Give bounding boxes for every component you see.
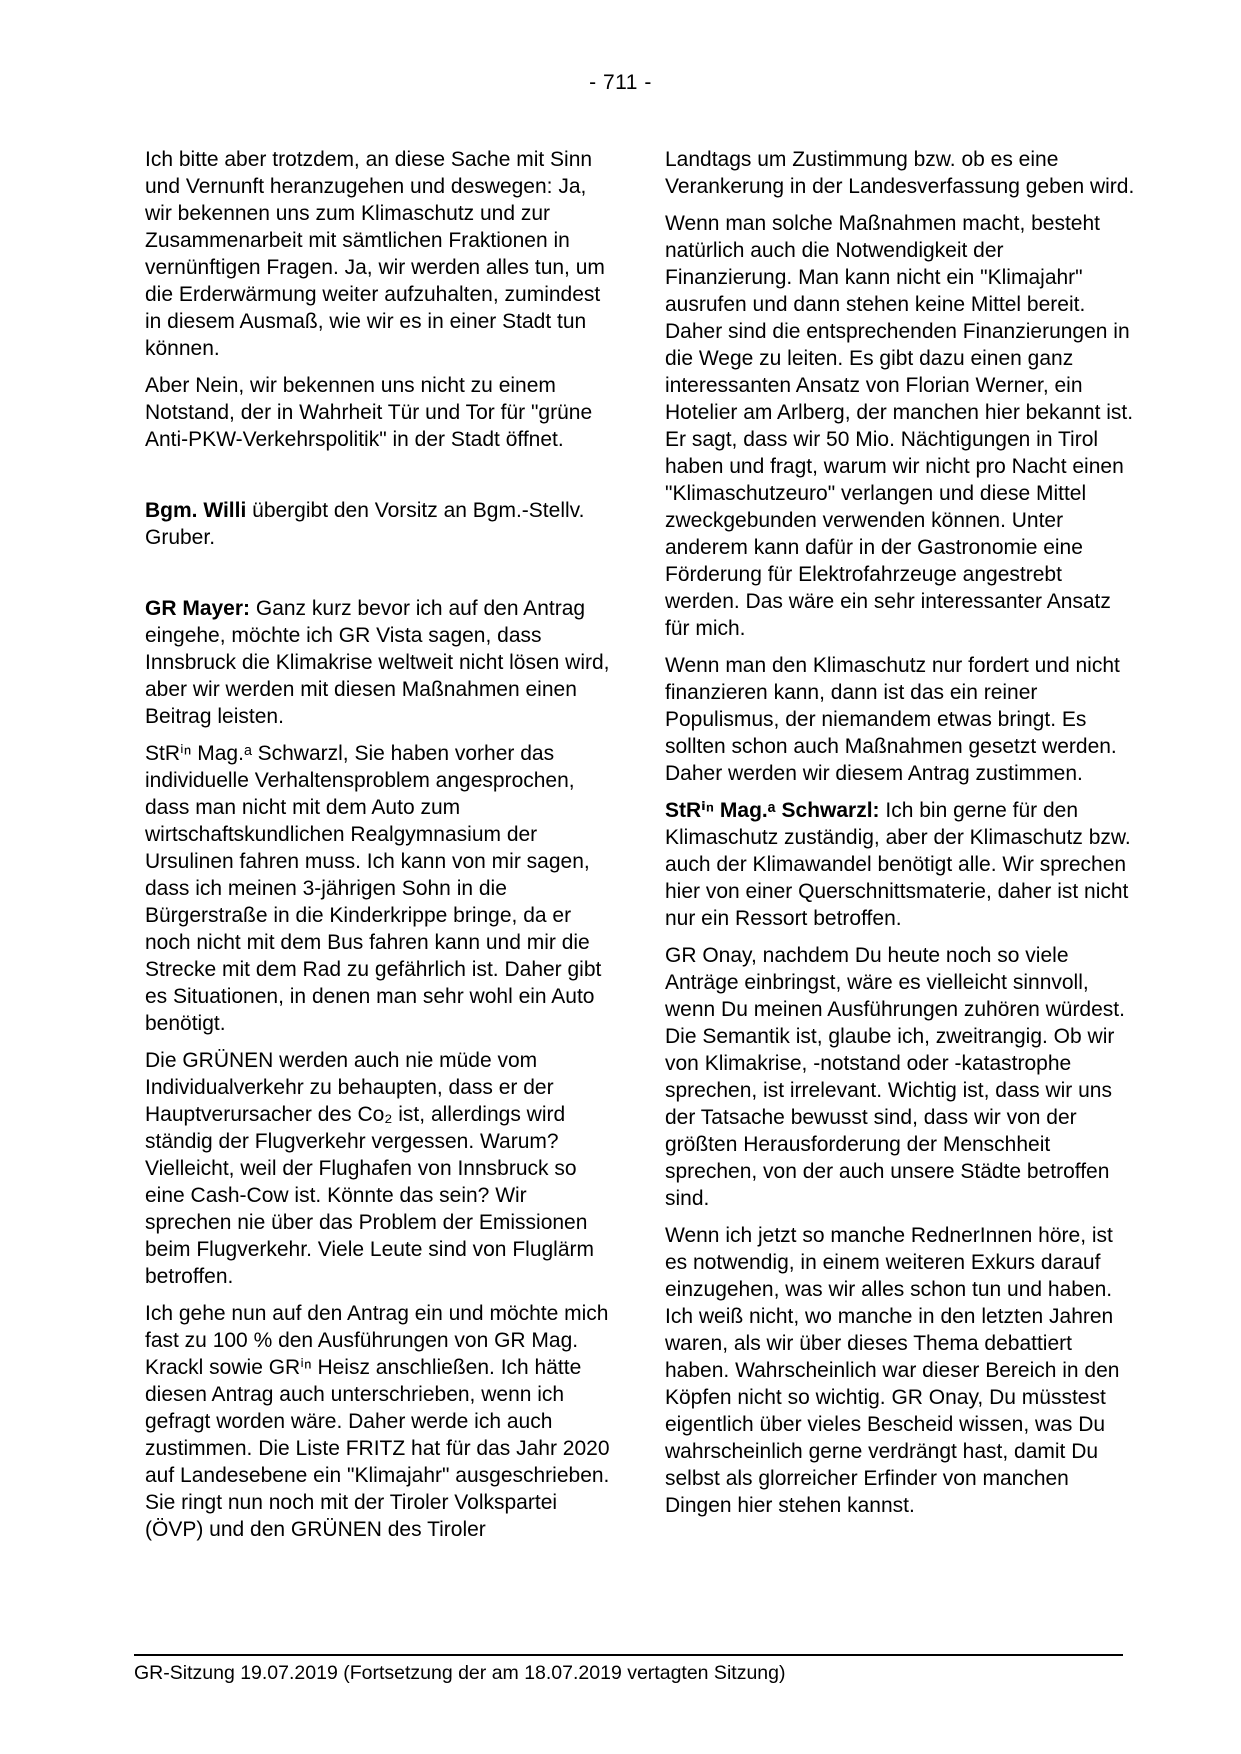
paragraph-text: GR Onay, nachdem Du heute noch so viele Anträge einbringst, wäre es vielleicht sinnvoll, wenn Du meinen Ausführungen zuhören würdest. Die Semantik ist, glaube ich, zweitrangig. Ob wir von Klimakrise, -notstand oder -katastrophe sprechen, ist irrelevant. Wichtig ist, dass wir uns der Tatsache bewusst sind, dass wir von der größten Herausforderung der Menschheit sprechen, von der auch unsere Städte betroffen sind. [665, 944, 1125, 1210]
paragraph [665, 146, 1135, 200]
paragraph-text: Ich bitte aber trotzdem, an diese Sache mit Sinn und Vernunft heranzugehen und deswegen: Ja, wir bekennen uns zum Klimaschutz und zur Zusammenarbeit mit sämtlichen Fraktionen in vernünftigen Fragen. Ja, wir werden alles tun, um die Erderwärmung weiter aufzuhalten, zumindest in diesem Ausmaß, wie wir es in einer Stadt tun können. [145, 148, 605, 360]
paragraph-text: Landtags um Zustimmung bzw. ob es eine Verankerung in der Landesverfassung geben wird. [665, 148, 1135, 198]
paragraph [145, 1300, 615, 1543]
paragraph [665, 942, 1135, 1212]
speaker-name: GR Mayer: [145, 597, 251, 620]
paragraph [145, 740, 615, 1037]
paragraph-text: Aber Nein, wir bekennen uns nicht zu einem Notstand, der in Wahrheit Tür und Tor für "grüne Anti-PKW-Verkehrspolitik" in der Stadt öffnet. [145, 374, 593, 451]
paragraph [145, 146, 615, 362]
footer-divider [134, 1654, 1123, 1656]
paragraph-text: Ganz kurz bevor ich auf den Antrag eingehe, möchte ich GR Vista sagen, dass Innsbruck die Klimakrise weltweit nicht lösen wird, aber wir werden mit diesen Maßnahmen einen Beitrag leisten. [145, 597, 610, 728]
column-right [665, 146, 1135, 1543]
paragraph-text: Wenn ich jetzt so manche RednerInnen höre, ist es notwendig, in einem weiteren Exkurs darauf einzugehen, was wir alles schon tun und haben. Ich weiß nicht, wo manche in den letzten Jahren waren, als wir über dieses Thema debattiert haben. Wahrscheinlich war dieser Bereich in den Köpfen nicht so wichtig. GR Onay, Du müsstest eigentlich über vieles Bescheid wissen, was Du wahrscheinlich gerne verdrängt hast, damit Du selbst als glorreicher Erfinder von manchen Dingen hier stehen kannst. [665, 1224, 1120, 1517]
paragraph-text: Wenn man den Klimaschutz nur fordert und nicht finanzieren kann, dann ist das ein reiner Populismus, der niemandem etwas bringt. Es sollten schon auch Maßnahmen gesetzt werden. Daher werden wir diesem Antrag zustimmen. [665, 654, 1120, 785]
column-left [145, 146, 615, 1543]
paragraph [145, 372, 615, 453]
paragraph-text: StRⁱⁿ Mag.ᵃ Schwarzl, Sie haben vorher das individuelle Verhaltensproblem angesprochen, dass man nicht mit dem Auto zum wirtschaftskundlichen Realgymnasium der Ursulinen fahren muss. Ich kann von mir sagen, dass ich meinen 3-jährigen Sohn in die Bürgerstraße in die Kinderkrippe bringe, da er noch nicht mit dem Bus fahren kann und mir die Strecke mit dem Rad zu gefährlich ist. Daher gibt es Situationen, in denen man sehr wohl ein Auto benötigt. [145, 742, 602, 1035]
footer-text: GR-Sitzung 19.07.2019 (Fortsetzung der am 18.07.2019 vertagten Sitzung) [134, 1662, 786, 1684]
paragraph [145, 497, 615, 551]
paragraph [145, 595, 615, 730]
paragraph-text: Ich gehe nun auf den Antrag ein und möchte mich fast zu 100 % den Ausführungen von GR Mag. Krackl sowie GRⁱⁿ Heisz anschließen. Ich hätte diesen Antrag auch unterschrieben, wenn ich gefragt worden wäre. Daher werde ich auch zustimmen. Die Liste FRITZ hat für das Jahr 2020 auf Landesebene ein "Klimajahr" ausgeschrieben. Sie ringt nun noch mit der Tiroler Volkspartei (ÖVP) und den GRÜNEN des Tiroler [145, 1302, 610, 1541]
paragraph [665, 652, 1135, 787]
paragraph [665, 797, 1135, 932]
paragraph-text: Die GRÜNEN werden auch nie müde vom Individualverkehr zu behaupten, dass er der Hauptverursacher des Co₂ ist, allerdings wird ständig der Flugverkehr vergessen. Warum? Vielleicht, weil der Flughafen von Innsbruck so eine Cash-Cow ist. Könnte das sein? Wir sprechen nie über das Problem der Emissionen beim Flugverkehr. Viele Leute sind von Fluglärm betroffen. [145, 1049, 595, 1288]
speaker-name: StRⁱⁿ Mag.ᵃ Schwarzl: [665, 799, 880, 822]
paragraph [665, 210, 1135, 642]
page-number: - 711 - [589, 71, 652, 94]
speaker-name: Bgm. Willi [145, 499, 247, 522]
paragraph [145, 1047, 615, 1290]
paragraph [665, 1222, 1135, 1519]
paragraph-text: übergibt den Vorsitz an Bgm.-Stellv. Gruber. [145, 499, 585, 549]
text-columns [145, 146, 1135, 1543]
paragraph-text: Ich bin gerne für den Klimaschutz zuständig, aber der Klimaschutz bzw. auch der Klimawandel benötigt alle. Wir sprechen hier von einer Querschnittsmaterie, daher ist nicht nur ein Ressort betroffen. [665, 799, 1131, 930]
paragraph-text: Wenn man solche Maßnahmen macht, besteht natürlich auch die Notwendigkeit der Finanzierung. Man kann nicht ein "Klimajahr" ausrufen und dann stehen keine Mittel bereit. Daher sind die entsprechenden Finanzierungen in die Wege zu leiten. Es gibt dazu einen ganz interessanten Ansatz von Florian Werner, ein Hotelier am Arlberg, der manchen hier bekannt ist. Er sagt, dass wir 50 Mio. Nächtigungen in Tirol haben und fragt, warum wir nicht pro Nacht einen "Klimaschutzeuro" verlangen und diese Mittel zweckgebunden verwenden können. Unter anderem kann dafür in der Gastronomie eine Förderung für Elektrofahrzeuge angestrebt werden. Das wäre ein sehr interessanter Ansatz für mich. [665, 212, 1134, 640]
